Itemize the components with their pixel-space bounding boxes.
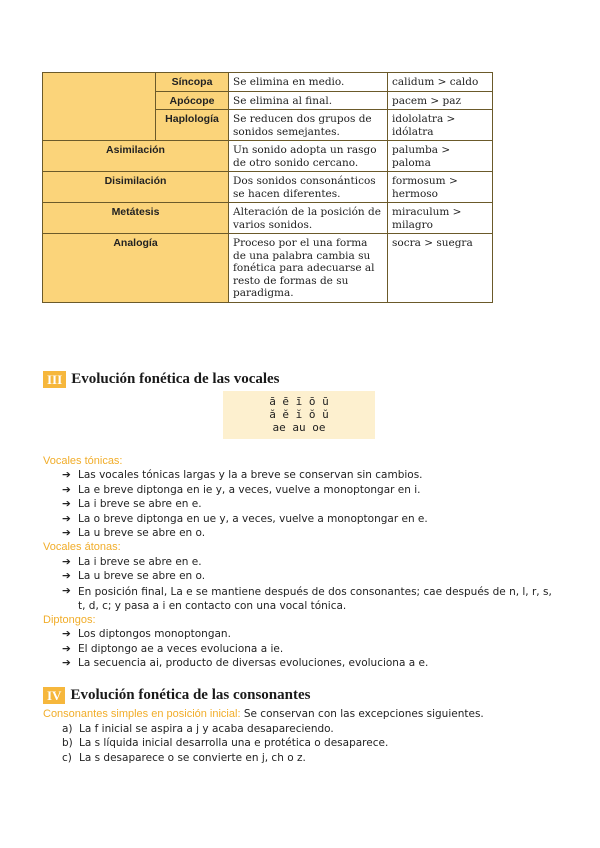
list-item: ➔ La i breve se abre en e. xyxy=(62,498,202,510)
row-desc: Se elimina en medio. xyxy=(229,73,388,92)
row-desc: Dos sonidos consonánticos se hacen diferentes. xyxy=(229,172,388,203)
list-item: b) La s líquida inicial desarrolla una e protética o desaparece. xyxy=(62,737,389,749)
list-item: ➔ La o breve diptonga en ue y, a veces, vuelve a monoptongar en e. xyxy=(62,513,428,525)
row-example: idololatra > idólatra xyxy=(388,110,493,141)
list-item: ➔ El diptongo ae a veces evoluciona a ie. xyxy=(62,643,284,655)
row-example: formosum > hermoso xyxy=(388,172,493,203)
arrow-icon: ➔ xyxy=(62,484,71,496)
section-heading-vowels xyxy=(43,371,280,388)
arrow-icon: ➔ xyxy=(62,657,71,669)
row-label-haplologia: Haplología xyxy=(156,110,229,141)
row-example: miraculum > milagro xyxy=(388,203,493,234)
vowel-inventory-box xyxy=(223,391,375,439)
row-label-asimilacion: Asimilación xyxy=(43,141,229,172)
row-desc: Se elimina al final. xyxy=(229,91,388,110)
list-item: a) La f inicial se aspira a j y acaba desapareciendo. xyxy=(62,723,334,735)
arrow-icon: ➔ xyxy=(62,513,71,525)
list-item: ➔ La e breve diptonga en ie y, a veces, vuelve a monoptongar en i. xyxy=(62,484,421,496)
intro-text: Se conservan con las excepciones siguientes. xyxy=(240,708,484,720)
long-vowels-line: ā ē ī ō ū xyxy=(269,395,329,408)
arrow-icon: ➔ xyxy=(62,570,71,582)
row-label-sincopa: Síncopa xyxy=(156,73,229,92)
section-heading-consonants xyxy=(43,687,310,704)
row-desc: Un sonido adopta un rasgo de otro sonido cercano. xyxy=(229,141,388,172)
section-title: Evolución fonética de las consonantes xyxy=(70,687,311,703)
subheading-tonicas: Vocales tónicas: xyxy=(43,455,123,467)
phonetic-changes-table xyxy=(42,72,493,303)
row-label-apocope: Apócope xyxy=(156,91,229,110)
arrow-icon: ➔ xyxy=(62,585,71,597)
row-label-disimilacion: Disimilación xyxy=(43,172,229,203)
list-item: ➔ En posición final, La e se mantiene después de dos consonantes; cae después de n, l, r, s, t, d, c; y pasa a i en contacto con una vocal tónica. xyxy=(62,585,552,612)
row-example: socra > suegra xyxy=(388,234,493,303)
list-item: ➔ La i breve se abre en e. xyxy=(62,556,202,568)
consonants-intro xyxy=(43,708,484,720)
row-desc: Proceso por el una forma de una palabra cambia su fonética para adecuarse al resto de formas de su paradigma. xyxy=(229,234,388,303)
list-item: ➔ Las vocales tónicas largas y la a breve se conservan sin cambios. xyxy=(62,469,423,481)
section-number-badge: III xyxy=(43,371,66,388)
list-item: ➔ La secuencia ai, producto de diversas evoluciones, evoluciona a e. xyxy=(62,657,429,669)
section-title: Evolución fonética de las vocales xyxy=(71,371,280,387)
diphthongs-line: ae au oe xyxy=(272,421,326,434)
row-label-analogia: Analogía xyxy=(43,234,229,303)
short-vowels-line: ă ĕ ĭ ŏ ŭ xyxy=(269,408,329,421)
subheading-atonas: Vocales átonas: xyxy=(43,541,121,553)
arrow-icon: ➔ xyxy=(62,643,71,655)
row-example: calidum > caldo xyxy=(388,73,493,92)
table-blank-cell xyxy=(43,73,156,141)
arrow-icon: ➔ xyxy=(62,469,71,481)
list-item: ➔ La u breve se abre en o. xyxy=(62,527,206,539)
subheading-diptongos: Diptongos: xyxy=(43,614,96,626)
list-item: ➔ La u breve se abre en o. xyxy=(62,570,206,582)
list-item: c) La s desaparece o se convierte en j, ch o z. xyxy=(62,752,306,764)
arrow-icon: ➔ xyxy=(62,628,71,640)
subheading-consonantes: Consonantes simples en posición inicial: xyxy=(43,708,241,720)
row-label-metatesis: Metátesis xyxy=(43,203,229,234)
list-item: ➔ Los diptongos monoptongan. xyxy=(62,628,231,640)
arrow-icon: ➔ xyxy=(62,527,71,539)
row-desc: Se reducen dos grupos de sonidos semejantes. xyxy=(229,110,388,141)
section-number-badge: IV xyxy=(43,687,65,704)
row-example: pacem > paz xyxy=(388,91,493,110)
arrow-icon: ➔ xyxy=(62,498,71,510)
arrow-icon: ➔ xyxy=(62,556,71,568)
row-example: palumba > paloma xyxy=(388,141,493,172)
row-desc: Alteración de la posición de varios sonidos. xyxy=(229,203,388,234)
